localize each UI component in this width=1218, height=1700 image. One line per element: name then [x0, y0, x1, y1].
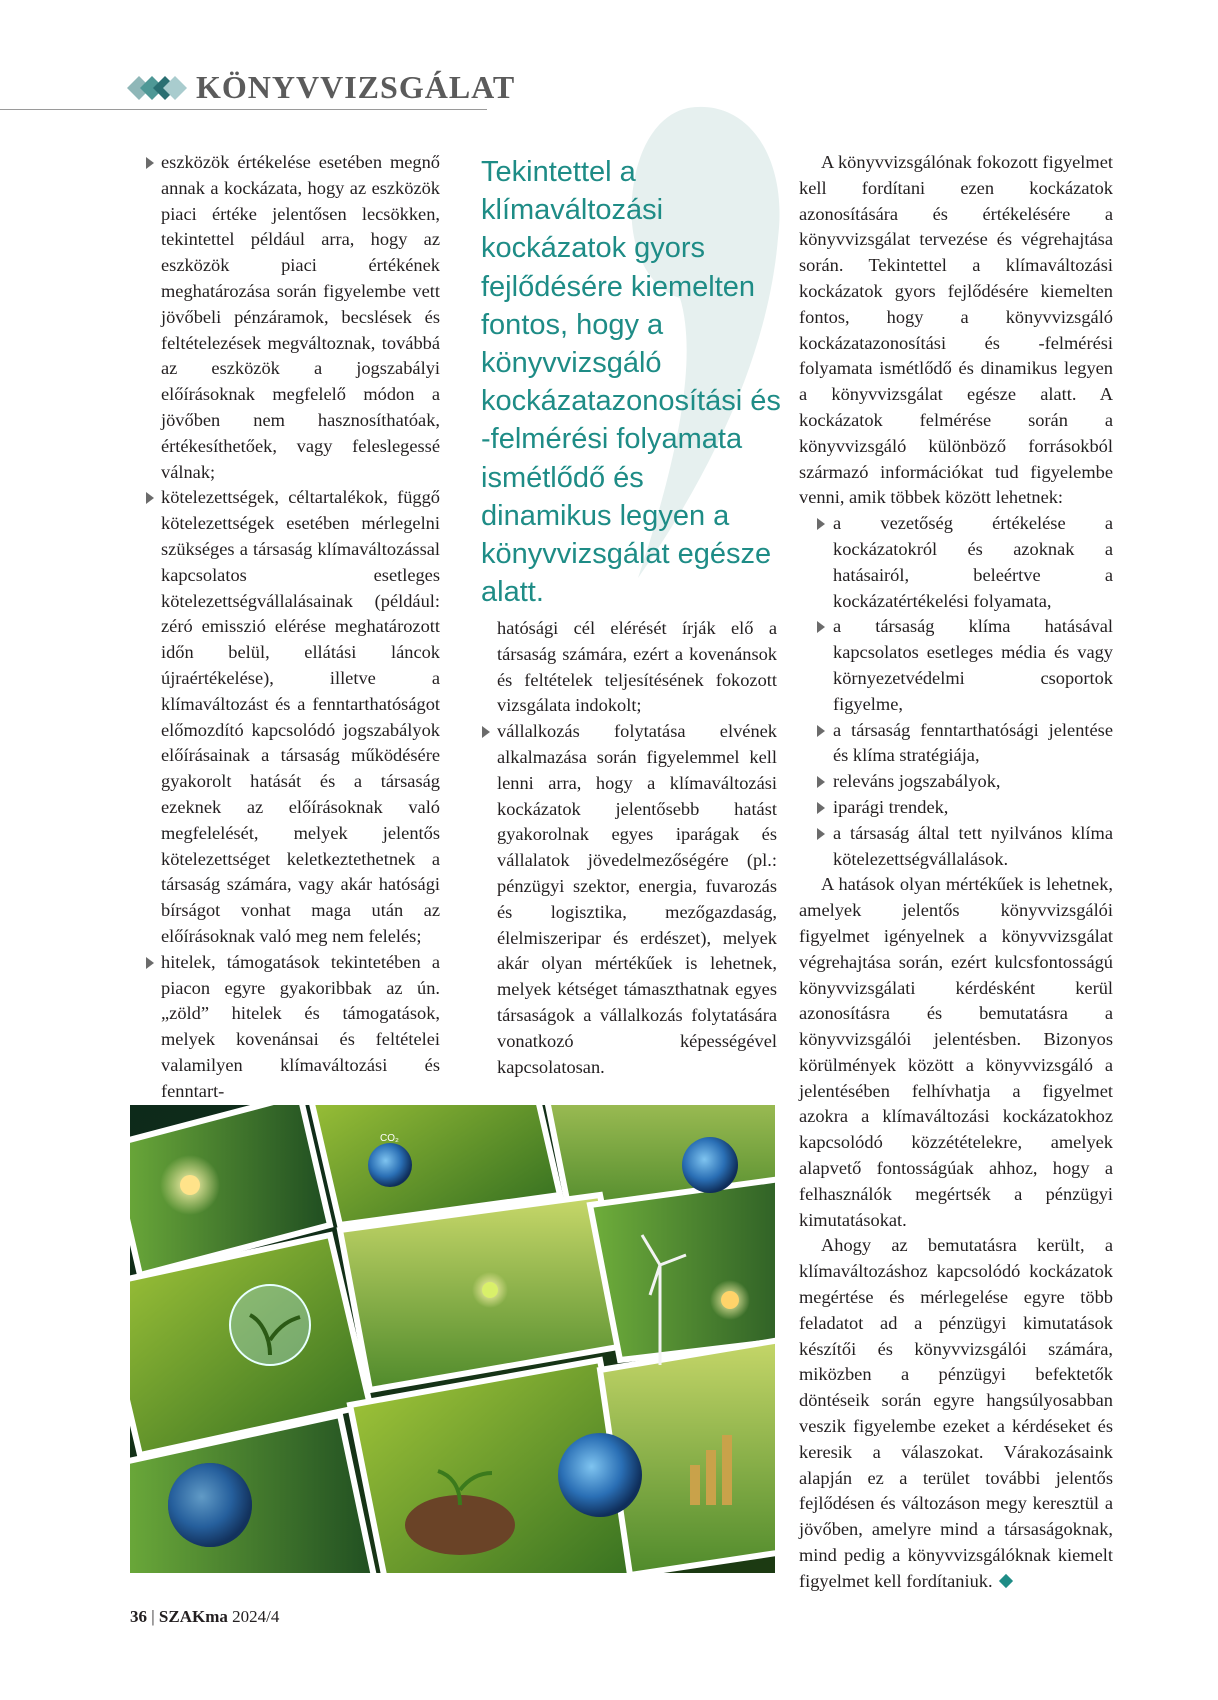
bullet-arrow-icon	[817, 518, 825, 530]
list-item	[147, 485, 440, 949]
list-item	[147, 950, 440, 1105]
left-column	[147, 150, 440, 1104]
right-column	[799, 150, 1113, 1595]
climate-photo-collage	[130, 1105, 775, 1573]
pull-quote: Tekintettel a klímaváltozási kockázatok gyors fejlődésére kiemelten fontos, hogy a könyvvizsgáló kockázatazonosítási és -felmérési folyamata ismétlődő és dinamikus legyen a könyvvizsgálat egésze alatt.	[481, 156, 781, 609]
bullet-arrow-icon	[146, 957, 154, 969]
list-item	[147, 150, 440, 485]
continued-paragraph: hatósági cél elérését írják elő a társaság számára, ezért a kovenánsok és feltételek teljesítésének fokozott vizsgálata indokolt;	[497, 618, 777, 716]
bullet-arrow-icon	[817, 828, 825, 840]
bullet-arrow-icon	[817, 621, 825, 633]
list-item-text: eszközök értékelése esetében megnő annak a kockázata, hogy az eszközök piaci értéke jelentősen lecsökken, tekintettel például arra, hogy az eszközök piaci értékének meghatározása során figyelembe vett jövőbeli pénzáramok, becslések és feltételezések megváltoznak, továbbá az eszközök a jogszabályi előírásoknak megfelelő módon a jövőben nem hasznosíthatóak, értékesíthetőek, vagy feleslegessé válnak;	[161, 152, 440, 482]
footer-separator: |	[151, 1607, 155, 1626]
list-item-text: hitelek, támogatások tekintetében a piacon egyre gyakoribbak az ún. „zöld” hitelek és támogatások, melyek kovenánsai és feltételei valamilyen klímaváltozási és fenntart-	[161, 951, 440, 1101]
list-item	[799, 614, 1113, 717]
end-mark-icon	[998, 1574, 1012, 1588]
bullet-arrow-icon	[817, 802, 825, 814]
list-item-text: vállalkozás folytatása elvének alkalmazása során figyelemmel kell lenni arra, hogy a klímaváltozási kockázatok jelentősebb hatást gyakorolnak egyes iparágak és vállalatok jövedelmezőségére (pl.: pénzügyi szektor, energia, fuvarozás és logisztika, mezőgazdaság, élelmiszeripar és erdészet), melyek akár olyan mértékűek is lehetnek, melyek kétséget támaszthatnak egyes társaságok a vállalkozás folytatására vonatkozó képességével kapcsolatosan.	[497, 721, 777, 1077]
bullet-arrow-icon	[146, 492, 154, 504]
intro-paragraph: A könyvvizsgálónak fokozott figyelmet kell fordítani ezen kockázatok azonosítására és értékelésére a könyvvizsgálat tervezése és végrehajtása során. Tekintettel a klímaváltozási kockázatok gyors fejlődésére kiemelten fontos, hogy a könyvvizsgáló kockázatazonosítási és -felmérési folyamata ismétlődő és dinamikus legyen a könyvvizsgálat egésze alatt. A kockázatok felmérése során a könyvvizsgáló különböző forrásokból származó információkat tud figyelembe venni, amik többek között lehetnek:	[799, 152, 1113, 508]
list-item-text: a társaság klíma hatásával kapcsolatos esetleges média és vagy környezetvédelmi csoportok figyelme,	[833, 616, 1113, 714]
header-divider	[0, 109, 487, 110]
issue-number: 2024/4	[232, 1607, 280, 1626]
page-footer	[130, 1607, 279, 1627]
list-item-text: iparági trendek,	[833, 796, 949, 817]
co2-label: CO₂	[380, 1133, 399, 1144]
section-header	[0, 66, 516, 112]
diamond-logo-icon	[127, 74, 189, 102]
source-list	[799, 511, 1113, 872]
list-item-text: a társaság által tett nyilvános klíma kötelezettségvállalások.	[833, 822, 1113, 869]
bullet-arrow-icon	[817, 776, 825, 788]
list-item	[483, 719, 777, 1080]
publication-name: SZAKma	[158, 1607, 228, 1626]
bullet-arrow-icon	[817, 725, 825, 737]
body-paragraph: A hatások olyan mértékűek is lehetnek, amelyek jelentős könyvvizsgálói figyelmet igényelnek a könyvvizsgálat végrehajtása során, ezért kulcsfontosságú könyvvizsgálati kérdésként kerül azonosításra és bemutatásra a könyvvizsgálói jelentésben. Bizonyos körülmények között a könyvvizsgáló a jelentésében felhívhatja a figyelmet azokra a klímaváltozási kockázatokhoz kapcsolódó közzétételekre, amelyek alapvető fontosságúak ahhoz, hogy a felhasználók megértsék a pénzügyi kimutatásokat.	[799, 874, 1113, 1230]
middle-column	[497, 616, 777, 1080]
list-item-text: a társaság fenntarthatósági jelentése és klíma stratégiája,	[833, 719, 1113, 766]
list-item-text: releváns jogszabályok,	[833, 771, 1001, 792]
list-item	[799, 821, 1113, 873]
closing-paragraph: Ahogy az bemutatásra került, a klímaváltozáshoz kapcsolódó kockázatok megértése és mérlegelése egyre több feladatot ad a pénzügyi kimutatások készítői és könyvvizsgálói számára, miközben a pénzügyi befektetők döntéseik során egyre hangsúlyosabban veszik figyelembe ezeket a kérdéseket és keresik a válaszokat. Várakozásaink alapján ez a terület további jelentős fejlődésen és változáson megy keresztül a jövőben, amelyre mind a társaságoknak, mind pedig a könyvvizsgálóknak kiemelt figyelmet kell fordítaniuk.	[799, 1235, 1113, 1591]
list-item	[799, 511, 1113, 614]
bullet-arrow-icon	[482, 726, 490, 738]
page-number: 36	[130, 1607, 147, 1626]
list-item-text: a vezetőség értékelése a kockázatokról és azoknak a hatásairól, beleértve a kockázatértékelési folyamata,	[833, 513, 1113, 611]
list-item-text: kötelezettségek, céltartalékok, függő kötelezettségek esetében mérlegelni szükséges a társaság klímaváltozással kapcsolatos esetleges kötelezettségvállalásainak (például: zéró emisszió elérése meghatározott időn belül, ellátási láncok újraértékelése), illetve a klímaváltozást és a fenntarthatóságot előmozdító kapcsolódó jogszabályok előírásainak a társaság működésére gyakorolt hatását és a társaság ezeknek az előírásoknak való megfelelését, melyek jelentős kötelezettséget keletkeztethetnek a társaság számára, vagy akár hatósági bírságot vonhat maga után az előírásoknak való meg nem felelés;	[161, 487, 440, 946]
section-title: KÖNYVVIZSGÁLAT	[196, 69, 516, 105]
list-item	[799, 718, 1113, 770]
list-item	[799, 769, 1113, 795]
bullet-arrow-icon	[146, 157, 154, 169]
list-item	[799, 795, 1113, 821]
